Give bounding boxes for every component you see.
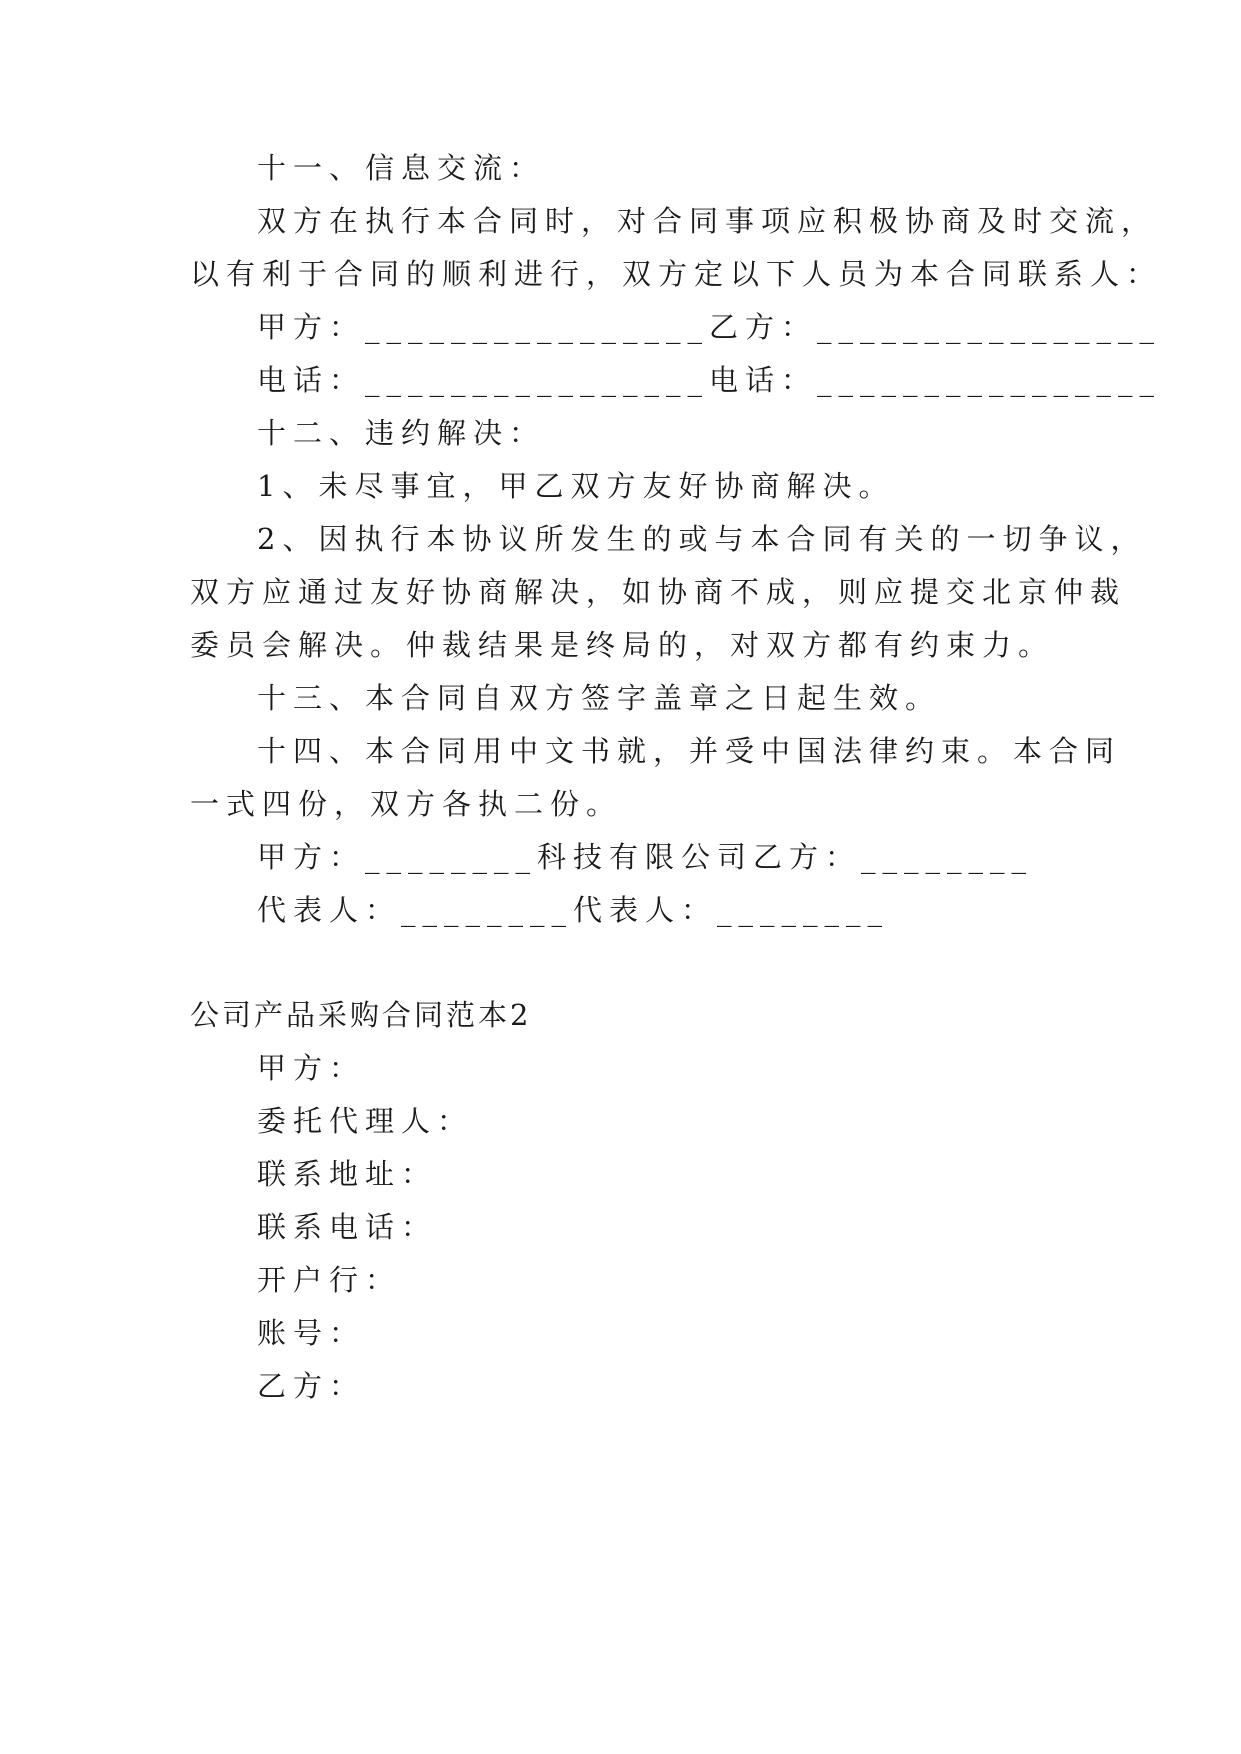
- contract2-title: 公司产品采购合同范本2: [190, 998, 532, 1032]
- signature-reps-line: 代表人：________代表人：________: [257, 893, 890, 927]
- field-address: 联系地址：: [257, 1157, 438, 1191]
- section-heading-info-exchange: 十一、信息交流：: [257, 151, 546, 185]
- paragraph-line: 一式四份，双方各执二份。: [190, 787, 623, 821]
- section-heading-breach: 十二、违约解决：: [257, 416, 546, 450]
- field-party-b: 乙方：: [257, 1369, 366, 1403]
- paragraph-line: 以有利于合同的顺利进行，双方定以下人员为本合同联系人：: [190, 257, 1163, 291]
- contact-phones-line: 电话：________________电话：________________: [257, 363, 1162, 397]
- clause-language: 十四、本合同用中文书就，并受中国法律约束。本合同: [257, 734, 1122, 768]
- field-phone: 联系电话：: [257, 1210, 438, 1244]
- clause-effective: 十三、本合同自双方签字盖章之日起生效。: [257, 681, 942, 715]
- field-bank: 开户行：: [257, 1263, 402, 1297]
- paragraph-line: 双方应通过友好协商解决，如协商不成，则应提交北京仲裁: [190, 575, 1127, 609]
- paragraph-line: 委员会解决。仲裁结果是终局的，对双方都有约束力。: [190, 628, 1055, 662]
- paragraph-line: 双方在执行本合同时，对合同事项应积极协商及时交流，: [257, 204, 1158, 238]
- field-agent: 委托代理人：: [257, 1104, 474, 1138]
- list-item: 1、未尽事宜，甲乙双方友好协商解决。: [257, 469, 895, 503]
- contact-names-line: 甲方：________________乙方：________________: [257, 310, 1162, 344]
- field-account: 账号：: [257, 1316, 366, 1350]
- field-party-a: 甲方：: [257, 1051, 366, 1085]
- list-item: 2、因执行本协议所发生的或与本合同有关的一切争议，: [257, 522, 1147, 556]
- signature-parties-line: 甲方：________科技有限公司乙方：________: [257, 840, 1034, 874]
